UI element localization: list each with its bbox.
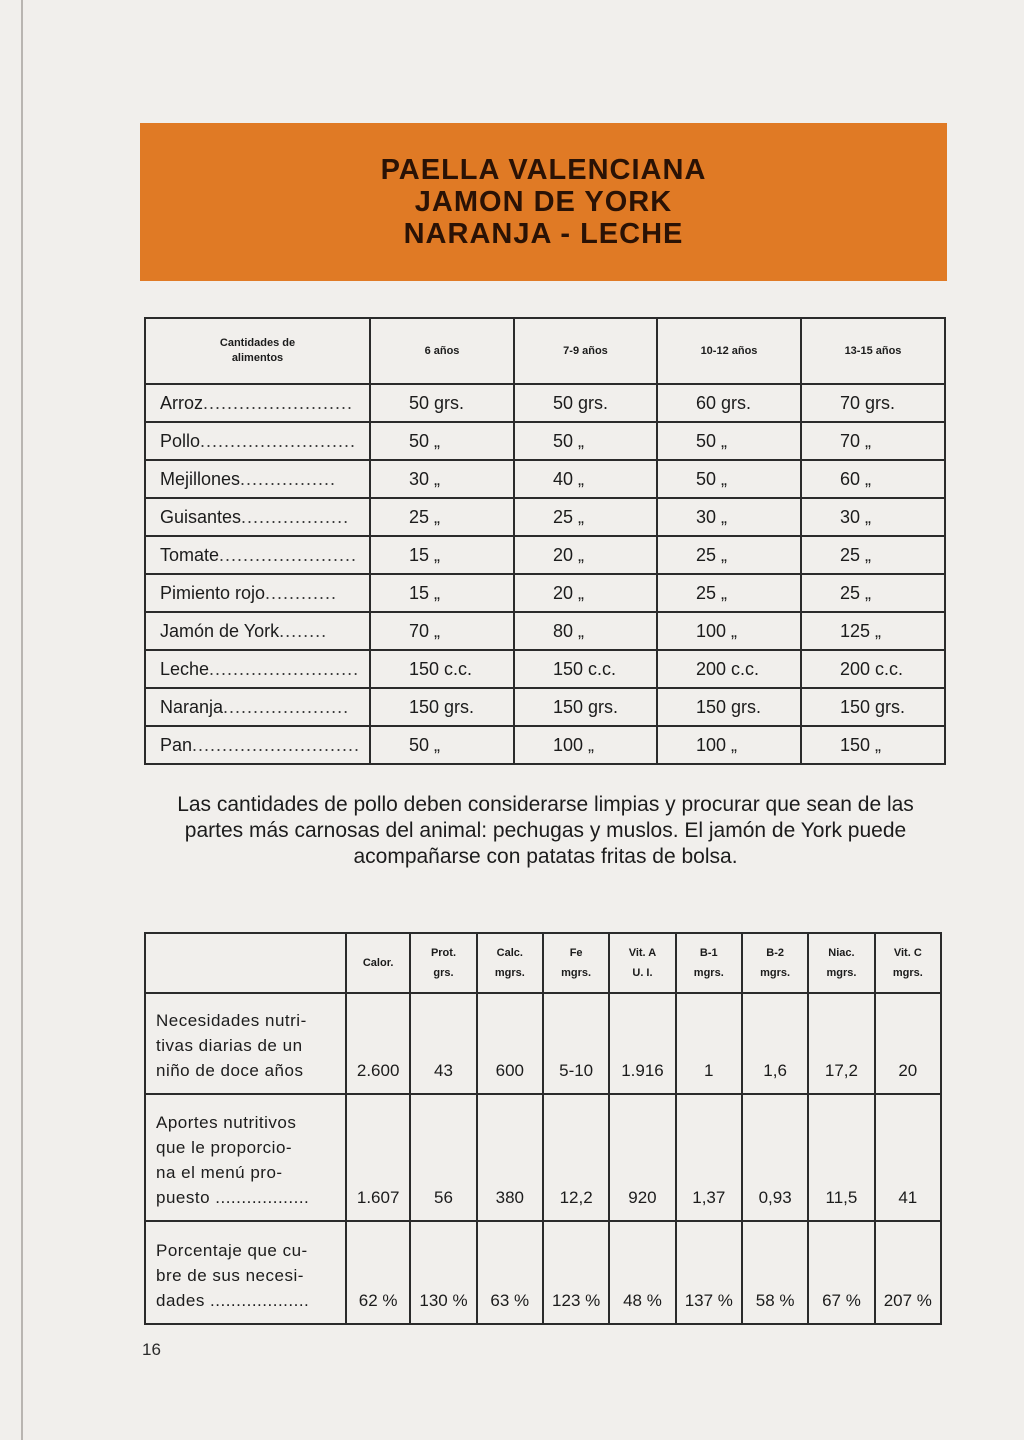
table-row (145, 498, 945, 536)
value-cell: 43 (410, 993, 476, 1094)
value-cell: 920 (609, 1094, 675, 1221)
value-cell: 20 (875, 993, 941, 1094)
quantity-cell: 100 „ (514, 726, 657, 764)
row-label-contributions: Aportes nutritivos que le proporcio- na el menú pro- puesto .................. (145, 1094, 346, 1221)
quantity-cell: 150 grs. (657, 688, 801, 726)
header-niac (808, 933, 874, 993)
food-name: Mejillones (160, 468, 241, 489)
quantity-cell: 20 „ (514, 536, 657, 574)
value-cell: 1 (676, 993, 742, 1094)
header-prot-label: Prot. (430, 947, 456, 959)
value-cell: 1,37 (676, 1094, 742, 1221)
value-cell: 11,5 (808, 1094, 874, 1221)
header-vit-c (875, 933, 941, 993)
quantity-cell: 30 „ (801, 498, 945, 536)
header-prot (410, 933, 476, 993)
header-6-years: 6 años (370, 318, 514, 384)
quantity-cell: 100 „ (657, 726, 801, 764)
menu-title-banner (140, 123, 947, 281)
header-vit-c-label: Vit. C (893, 947, 922, 959)
food-name: Tomate (160, 544, 220, 565)
header-calor: Calor. (346, 933, 410, 993)
table-row (145, 993, 941, 1094)
quantity-cell: 150 „ (801, 726, 945, 764)
table-row (145, 1221, 941, 1324)
quantity-cell: 25 „ (801, 574, 945, 612)
leader-dots: ................ (240, 468, 337, 489)
food-name: Pan (160, 734, 193, 755)
quantity-cell: 80 „ (514, 612, 657, 650)
quantity-cell: 100 „ (657, 612, 801, 650)
food-cell (145, 536, 370, 574)
header-10-12-years: 10-12 años (657, 318, 801, 384)
value-cell: 2.600 (346, 993, 410, 1094)
header-7-9-years: 7-9 años (514, 318, 657, 384)
header-13-15-years: 13-15 años (801, 318, 945, 384)
page-number: 16 (142, 1340, 161, 1359)
row-label-needs: Necesidades nutri- tivas diarias de un niño de doce años (145, 993, 346, 1094)
quantity-cell: 150 grs. (801, 688, 945, 726)
value-cell: 137 % (676, 1221, 742, 1324)
value-cell: 5-10 (543, 993, 609, 1094)
chicken-note-paragraph: Las cantidades de pollo deben considerarse limpias y procurar que sean de las partes más carnosas del animal: pechugas y muslos. El jamón de York puede acompañarse con patatas fritas de bolsa. (177, 793, 914, 868)
leader-dots: .................. (241, 506, 350, 527)
header-b2-label: B-2 (766, 947, 784, 959)
table-header-row (145, 318, 945, 384)
value-cell: 58 % (742, 1221, 808, 1324)
quantity-cell: 200 c.c. (657, 650, 801, 688)
quantity-cell: 60 „ (801, 460, 945, 498)
header-b2 (742, 933, 808, 993)
quantity-cell: 40 „ (514, 460, 657, 498)
quantity-cell: 20 „ (514, 574, 657, 612)
quantity-cell: 50 grs. (370, 384, 514, 422)
value-cell: 62 % (346, 1221, 410, 1324)
table-row (145, 422, 945, 460)
table-row (145, 536, 945, 574)
value-cell: 48 % (609, 1221, 675, 1324)
banner-line-3: NARANJA - LECHE (403, 218, 684, 250)
quantity-cell: 50 „ (514, 422, 657, 460)
quantity-cell: 15 „ (370, 574, 514, 612)
leader-dots: ......................... (203, 392, 354, 413)
header-vit-a-unit: U. I. (632, 967, 653, 979)
header-food-label: Cantidades de alimentos (219, 337, 296, 364)
food-cell (145, 574, 370, 612)
value-cell: 123 % (543, 1221, 609, 1324)
leader-dots: ..................... (223, 696, 350, 717)
header-niac-unit: mgrs. (826, 967, 857, 979)
quantity-cell: 60 grs. (657, 384, 801, 422)
leader-dots: ............ (265, 582, 338, 603)
banner-line-2: JAMON DE YORK (414, 186, 673, 218)
table-row (145, 688, 945, 726)
quantity-cell: 25 „ (657, 574, 801, 612)
header-niac-label: Niac. (828, 947, 855, 959)
quantity-cell: 70 „ (801, 422, 945, 460)
value-cell: 67 % (808, 1221, 874, 1324)
food-name: Leche (160, 658, 210, 679)
value-cell: 17,2 (808, 993, 874, 1094)
quantity-cell: 150 grs. (514, 688, 657, 726)
row-label-percentage: Porcentaje que cu- bre de sus necesi- dades ................... (145, 1221, 346, 1324)
table-row (145, 726, 945, 764)
quantity-cell: 50 „ (370, 422, 514, 460)
table-row (145, 1094, 941, 1221)
food-cell (145, 460, 370, 498)
value-cell: 207 % (875, 1221, 941, 1324)
table-header-row (145, 933, 941, 993)
value-cell: 41 (875, 1094, 941, 1221)
leader-dots: ............................ (192, 734, 361, 755)
quantity-cell: 25 „ (801, 536, 945, 574)
quantity-cell: 25 „ (657, 536, 801, 574)
header-fe-label: Fe (569, 947, 583, 959)
table-row (145, 650, 945, 688)
header-b1-unit: mgrs. (693, 967, 724, 979)
value-cell: 380 (477, 1094, 543, 1221)
food-cell (145, 688, 370, 726)
quantity-cell: 125 „ (801, 612, 945, 650)
quantity-cell: 25 „ (514, 498, 657, 536)
banner-line-1: PAELLA VALENCIANA (380, 154, 707, 186)
header-vit-a (609, 933, 675, 993)
quantity-cell: 150 c.c. (370, 650, 514, 688)
food-name: Guisantes (160, 506, 242, 527)
header-b1 (676, 933, 742, 993)
value-cell: 1.916 (609, 993, 675, 1094)
header-calc-unit: mgrs. (494, 967, 525, 979)
table-row (145, 384, 945, 422)
page-edge-line (21, 0, 23, 1440)
header-b2-unit: mgrs. (760, 967, 791, 979)
quantity-cell: 30 „ (370, 460, 514, 498)
value-cell: 63 % (477, 1221, 543, 1324)
food-name: Naranja (160, 696, 224, 717)
table-row (145, 574, 945, 612)
value-cell: 12,2 (543, 1094, 609, 1221)
nutrition-table (144, 932, 942, 1325)
food-cell (145, 726, 370, 764)
quantity-cell: 150 grs. (370, 688, 514, 726)
header-empty (145, 933, 346, 993)
quantity-cell: 200 c.c. (801, 650, 945, 688)
food-name: Jamón de York (160, 620, 280, 641)
table-row (145, 460, 945, 498)
quantity-cell: 15 „ (370, 536, 514, 574)
food-cell (145, 498, 370, 536)
leader-dots: ........ (279, 620, 328, 641)
value-cell: 1.607 (346, 1094, 410, 1221)
food-cell (145, 650, 370, 688)
quantity-cell: 150 c.c. (514, 650, 657, 688)
food-cell (145, 422, 370, 460)
header-vit-a-label: Vit. A (628, 947, 657, 959)
food-name: Pimiento rojo (160, 582, 266, 603)
food-name: Arroz (160, 392, 204, 413)
quantity-cell: 50 grs. (514, 384, 657, 422)
quantity-cell: 70 grs. (801, 384, 945, 422)
quantity-cell: 50 „ (370, 726, 514, 764)
leader-dots: ....................... (219, 544, 358, 565)
food-cell (145, 384, 370, 422)
value-cell: 600 (477, 993, 543, 1094)
food-cell (145, 612, 370, 650)
quantity-cell: 30 „ (657, 498, 801, 536)
header-prot-unit: grs. (433, 967, 454, 979)
value-cell: 56 (410, 1094, 476, 1221)
header-food (145, 318, 370, 384)
quantity-cell: 25 „ (370, 498, 514, 536)
quantity-cell: 50 „ (657, 422, 801, 460)
header-fe-unit: mgrs. (561, 967, 592, 979)
value-cell: 130 % (410, 1221, 476, 1324)
leader-dots: .......................... (200, 430, 357, 451)
header-fe (543, 933, 609, 993)
value-cell: 0,93 (742, 1094, 808, 1221)
header-calc (477, 933, 543, 993)
header-b1-label: B-1 (699, 947, 718, 959)
quantities-table (144, 317, 946, 765)
quantity-cell: 50 „ (657, 460, 801, 498)
value-cell: 1,6 (742, 993, 808, 1094)
header-vit-c-unit: mgrs. (892, 967, 923, 979)
header-calc-label: Calc. (496, 947, 523, 959)
food-name: Pollo (160, 430, 201, 451)
leader-dots: ......................... (209, 658, 360, 679)
table-row (145, 612, 945, 650)
quantity-cell: 70 „ (370, 612, 514, 650)
